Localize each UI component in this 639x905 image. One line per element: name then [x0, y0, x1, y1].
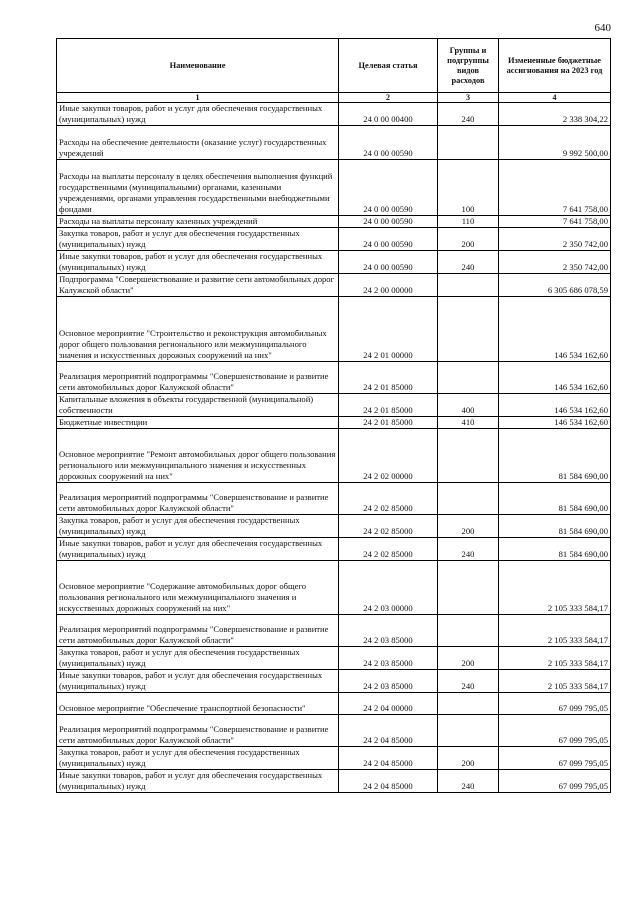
row-name: Расходы на выплаты персоналу казенных учреждений: [57, 216, 339, 228]
row-target-code: 24 2 03 00000: [339, 561, 438, 615]
row-target-code: 24 2 04 85000: [339, 715, 438, 747]
table-row: [57, 429, 611, 483]
row-name: Подпрограмма "Совершенствование и развитие сети автомобильных дорог Калужской области": [57, 274, 339, 297]
row-target-code: 24 2 02 85000: [339, 483, 438, 515]
row-target-code: 24 2 00 00000: [339, 274, 438, 297]
row-name: Закупка товаров, работ и услуг для обеспечения государственных (муниципальных) нужд: [57, 647, 339, 670]
row-expense-type: 400: [438, 394, 499, 417]
row-expense-type: [438, 362, 499, 394]
table-row: [57, 251, 611, 274]
row-expense-type: [438, 483, 499, 515]
table-row: [57, 362, 611, 394]
row-amount: 146 534 162,60: [499, 297, 611, 362]
table-row: [57, 647, 611, 670]
row-expense-type: [438, 297, 499, 362]
row-expense-type: [438, 693, 499, 715]
row-amount: 81 584 690,00: [499, 429, 611, 483]
row-expense-type: [438, 274, 499, 297]
column-numbers-row: [57, 93, 611, 103]
row-target-code: 24 2 01 85000: [339, 394, 438, 417]
row-name: Иные закупки товаров, работ и услуг для обеспечения государственных (муниципальных) нужд: [57, 251, 339, 274]
row-amount: 7 641 758,00: [499, 216, 611, 228]
row-expense-type: 200: [438, 228, 499, 251]
row-target-code: 24 2 03 85000: [339, 670, 438, 693]
row-expense-type: 100: [438, 160, 499, 216]
table-row: [57, 274, 611, 297]
header-amount-2023: Измененные бюджетные ассигнования на 2023 год: [499, 39, 611, 93]
row-expense-type: 240: [438, 251, 499, 274]
row-name: Реализация мероприятий подпрограммы "Совершенствование и развитие сети автомобильных дорог Калужской области": [57, 715, 339, 747]
table-row: [57, 216, 611, 228]
table-row: [57, 693, 611, 715]
row-expense-type: 240: [438, 538, 499, 561]
budget-table: [56, 38, 611, 793]
row-name: Расходы на обеспечение деятельности (оказание услуг) государственных учреждений: [57, 126, 339, 160]
row-amount: 81 584 690,00: [499, 538, 611, 561]
row-amount: 2 350 742,00: [499, 228, 611, 251]
table-row: [57, 228, 611, 251]
row-target-code: 24 2 04 85000: [339, 747, 438, 770]
row-name: Основное мероприятие "Содержание автомобильных дорог общего пользования регионального или межмуниципального значения и искусственных дорожных сооружений на них": [57, 561, 339, 615]
row-target-code: 24 2 03 85000: [339, 647, 438, 670]
row-amount: 67 099 795,05: [499, 747, 611, 770]
table-row: [57, 747, 611, 770]
row-amount: 146 534 162,60: [499, 394, 611, 417]
table-row: [57, 538, 611, 561]
row-name: Иные закупки товаров, работ и услуг для обеспечения государственных (муниципальных) нужд: [57, 538, 339, 561]
table-row: [57, 561, 611, 615]
row-target-code: 24 2 02 85000: [339, 515, 438, 538]
table-row: [57, 417, 611, 429]
row-expense-type: 200: [438, 747, 499, 770]
row-name: Основное мероприятие "Строительство и реконструкция автомобильных дорог общего пользования регионального или межмуниципального значения и искусственных дорожных сооружений на них": [57, 297, 339, 362]
row-expense-type: 240: [438, 103, 499, 126]
row-target-code: 24 2 03 85000: [339, 615, 438, 647]
header-target-article: Целевая статья: [339, 39, 438, 93]
row-target-code: 24 2 01 00000: [339, 297, 438, 362]
row-target-code: 24 2 02 85000: [339, 538, 438, 561]
row-amount: 9 992 500,00: [499, 126, 611, 160]
column-number: 1: [57, 93, 339, 103]
row-name: Закупка товаров, работ и услуг для обеспечения государственных (муниципальных) нужд: [57, 228, 339, 251]
row-amount: 2 338 304,22: [499, 103, 611, 126]
row-expense-type: [438, 715, 499, 747]
row-target-code: 24 2 04 00000: [339, 693, 438, 715]
row-name: Закупка товаров, работ и услуг для обеспечения государственных (муниципальных) нужд: [57, 747, 339, 770]
row-target-code: 24 0 00 00400: [339, 103, 438, 126]
table-row: [57, 483, 611, 515]
row-amount: 7 641 758,00: [499, 160, 611, 216]
row-name: Реализация мероприятий подпрограммы "Совершенствование и развитие сети автомобильных дорог Калужской области": [57, 483, 339, 515]
table-row: [57, 297, 611, 362]
row-name: Иные закупки товаров, работ и услуг для обеспечения государственных (муниципальных) нужд: [57, 670, 339, 693]
row-target-code: 24 0 00 00590: [339, 216, 438, 228]
row-amount: 146 534 162,60: [499, 362, 611, 394]
row-amount: 2 105 333 584,17: [499, 670, 611, 693]
row-name: Капитальные вложения в объекты государственной (муниципальной) собственности: [57, 394, 339, 417]
table-row: [57, 615, 611, 647]
row-amount: 81 584 690,00: [499, 483, 611, 515]
row-name: Расходы на выплаты персоналу в целях обеспечения выполнения функций государственными (муниципальными) органами, казенными учреждениями, органами управления государственными внебюджетными фондами: [57, 160, 339, 216]
row-target-code: 24 2 01 85000: [339, 362, 438, 394]
table-row: [57, 103, 611, 126]
row-amount: 2 105 333 584,17: [499, 615, 611, 647]
row-target-code: 24 0 00 00590: [339, 251, 438, 274]
column-number: 3: [438, 93, 499, 103]
row-name: Бюджетные инвестиции: [57, 417, 339, 429]
row-expense-type: 410: [438, 417, 499, 429]
row-amount: 67 099 795,05: [499, 715, 611, 747]
row-name: Основное мероприятие "Ремонт автомобильных дорог общего пользования регионального или межмуниципального значения и искусственных дорожных сооружений на них": [57, 429, 339, 483]
table-row: [57, 394, 611, 417]
row-target-code: 24 2 02 00000: [339, 429, 438, 483]
table-row: [57, 515, 611, 538]
row-target-code: 24 0 00 00590: [339, 126, 438, 160]
row-target-code: 24 0 00 00590: [339, 228, 438, 251]
row-expense-type: [438, 126, 499, 160]
table-row: [57, 160, 611, 216]
row-name: Иные закупки товаров, работ и услуг для обеспечения государственных (муниципальных) нужд: [57, 103, 339, 126]
page-number: 640: [594, 22, 611, 34]
row-amount: 6 305 686 078,59: [499, 274, 611, 297]
row-name: Иные закупки товаров, работ и услуг для обеспечения государственных (муниципальных) нужд: [57, 770, 339, 793]
row-expense-type: [438, 615, 499, 647]
row-amount: 2 105 333 584,17: [499, 561, 611, 615]
row-name: Закупка товаров, работ и услуг для обеспечения государственных (муниципальных) нужд: [57, 515, 339, 538]
header-row: [57, 39, 611, 93]
header-expense-groups: Группы и подгруппы видов расходов: [438, 39, 499, 93]
header-name: Наименование: [57, 39, 339, 93]
row-name: Основное мероприятие "Обеспечение транспортной безопасности": [57, 693, 339, 715]
row-expense-type: 240: [438, 670, 499, 693]
row-name: Реализация мероприятий подпрограммы "Совершенствование и развитие сети автомобильных дорог Калужской области": [57, 362, 339, 394]
column-number: 4: [499, 93, 611, 103]
column-number: 2: [339, 93, 438, 103]
row-amount: 67 099 795,05: [499, 770, 611, 793]
row-expense-type: [438, 429, 499, 483]
row-amount: 81 584 690,00: [499, 515, 611, 538]
row-expense-type: 240: [438, 770, 499, 793]
row-amount: 146 534 162,60: [499, 417, 611, 429]
row-amount: 2 350 742,00: [499, 251, 611, 274]
row-amount: 67 099 795,05: [499, 693, 611, 715]
table-row: [57, 670, 611, 693]
row-expense-type: 200: [438, 647, 499, 670]
row-target-code: 24 0 00 00590: [339, 160, 438, 216]
row-target-code: 24 2 04 85000: [339, 770, 438, 793]
row-expense-type: 110: [438, 216, 499, 228]
row-name: Реализация мероприятий подпрограммы "Совершенствование и развитие сети автомобильных дорог Калужской области": [57, 615, 339, 647]
table-row: [57, 715, 611, 747]
row-amount: 2 105 333 584,17: [499, 647, 611, 670]
row-expense-type: 200: [438, 515, 499, 538]
row-expense-type: [438, 561, 499, 615]
table-row: [57, 770, 611, 793]
row-target-code: 24 2 01 85000: [339, 417, 438, 429]
table-row: [57, 126, 611, 160]
